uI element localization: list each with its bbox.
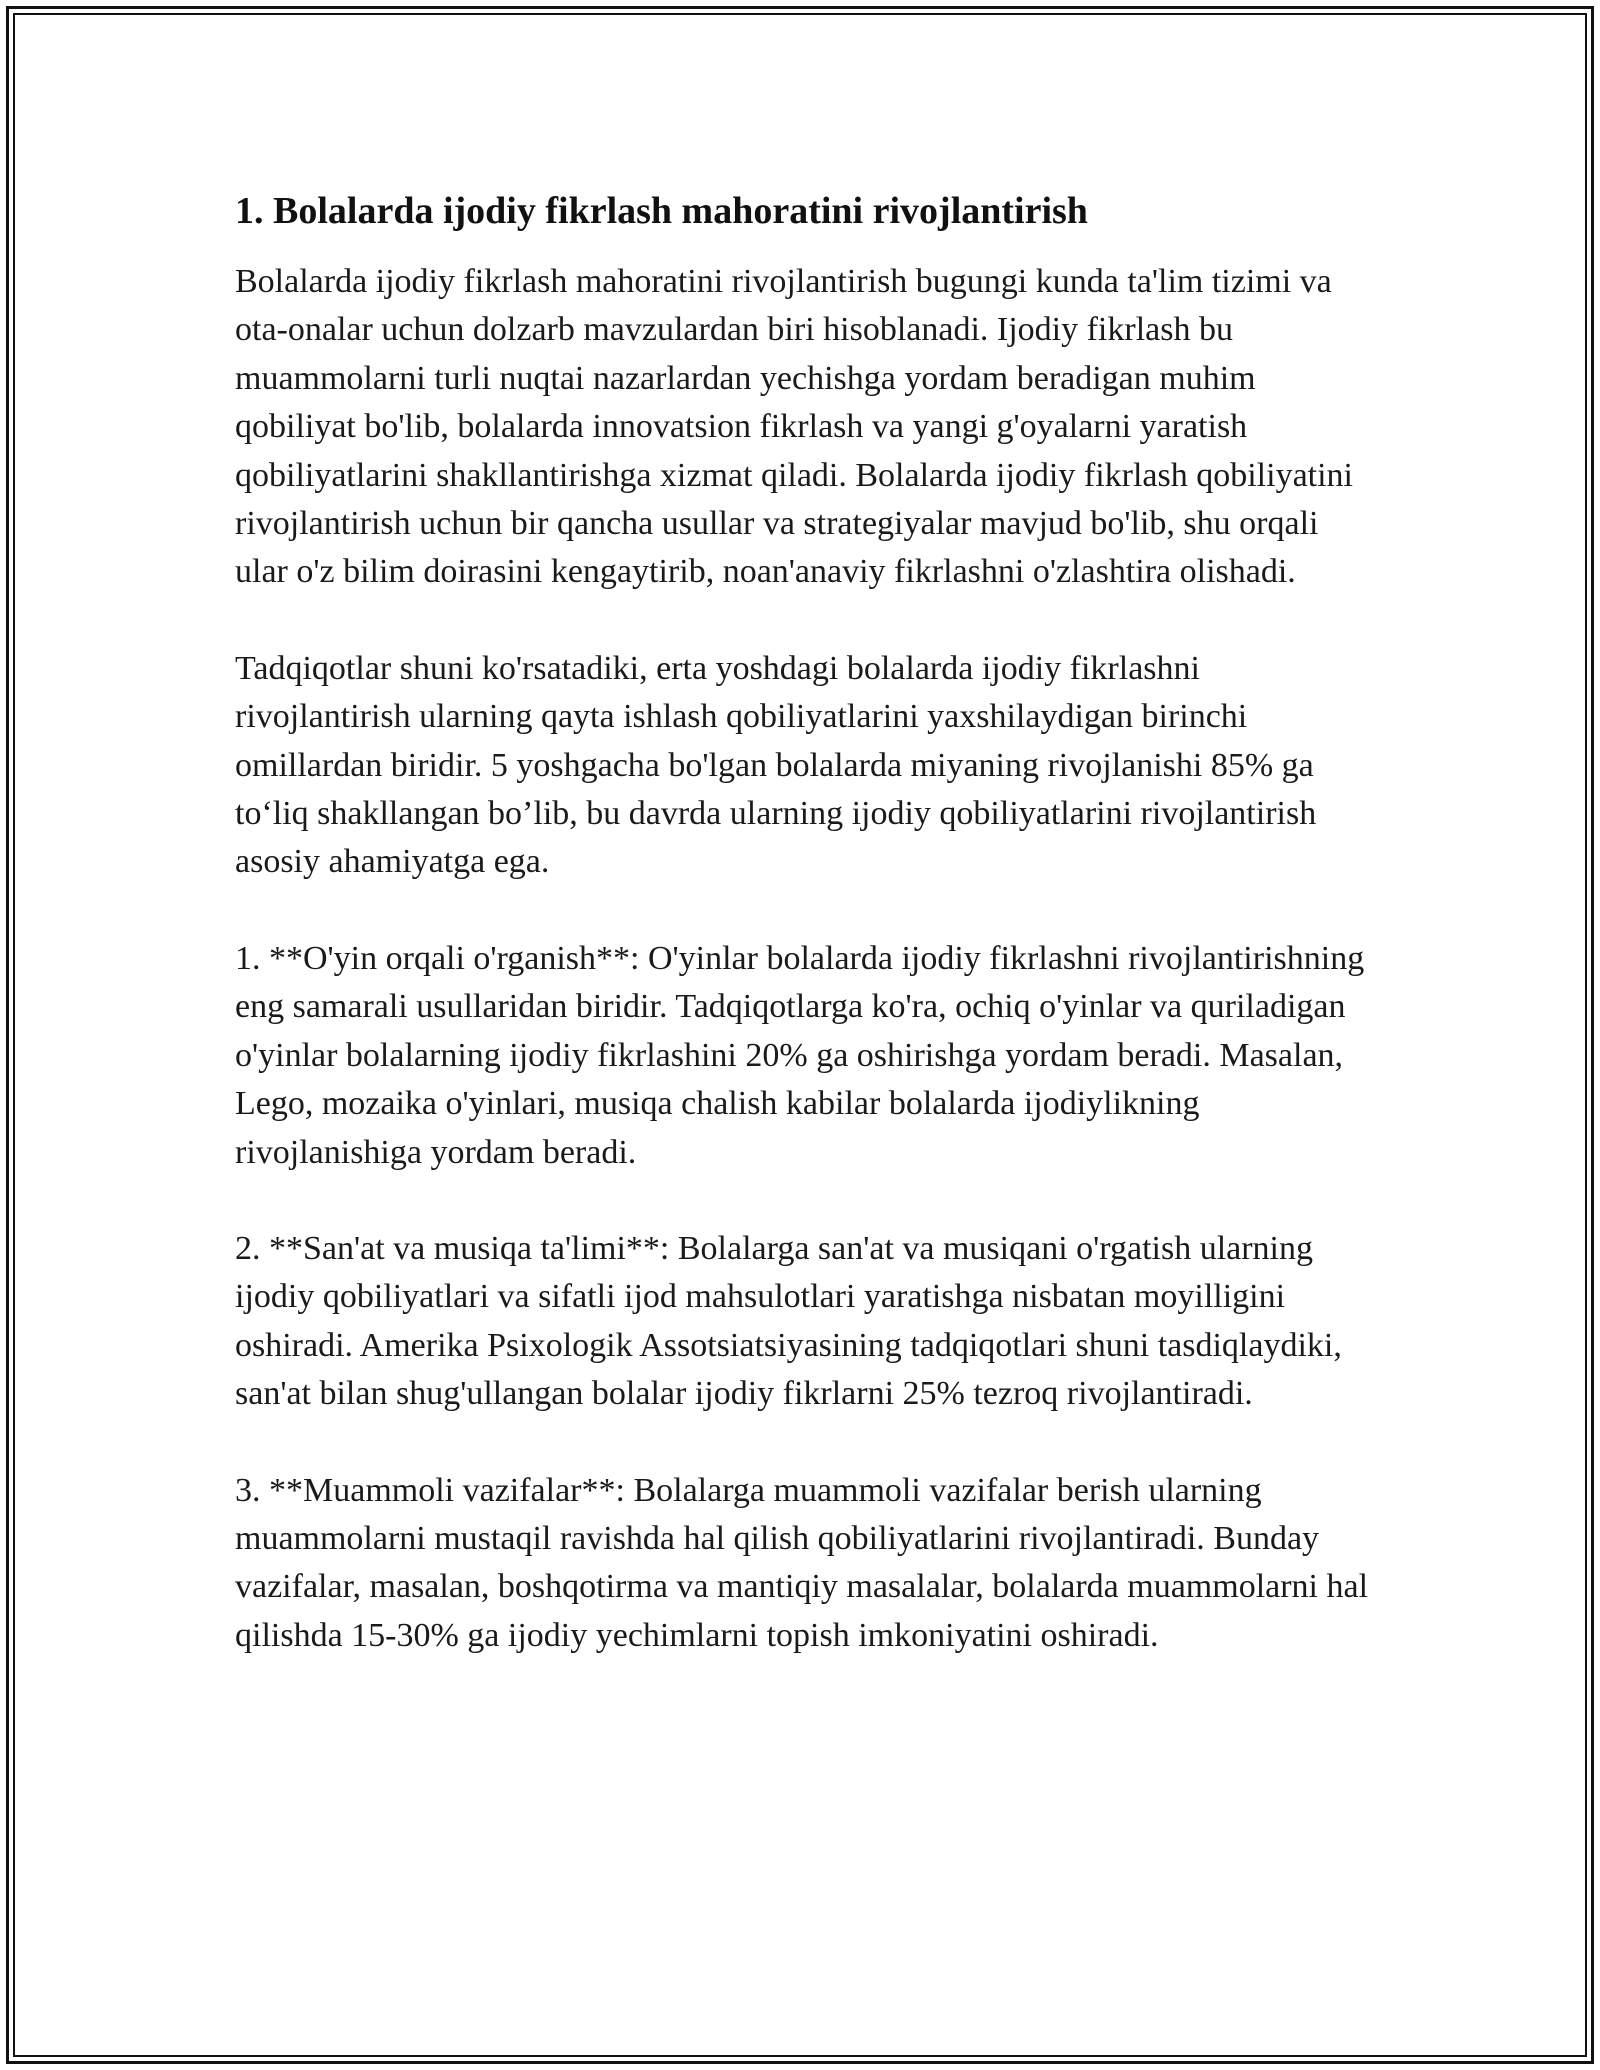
page-title: 1. Bolalarda ijodiy fikrlash mahoratini rivojlantirish [235,190,1088,232]
paragraph-research: Tadqiqotlar shuni ko'rsatadiki, erta yoshdagi bolalarda ijodiy fikrlashni rivojlantirish ularning qayta ishlash qobiliyatlarini yaxshilaydigan birinchi omillardan biridir. 5 yoshgacha bo'lgan bolalarda miyaning rivojlanishi 85% ga to‘liq shakllangan bo’lib, bu davrda ularning ijodiy qobiliyatlarini rivojlantirish asosiy ahamiyatga ega. [235,649,1317,881]
document-body [235,186,1375,1660]
paragraph-intro: Bolalarda ijodiy fikrlash mahoratini rivojlantirish bugungi kunda ta'lim tizimi va ota-onalar uchun dolzarb mavzulardan biri hisoblanadi. Ijodiy fikrlash bu muammolarni turli nuqtai nazarlardan yechishga yordam beradigan muhim qobiliyat bo'lib, bolalarda innovatsion fikrlash va yangi g'oyalarni yaratish qobiliyatlarini shakllantirishga xizmat qiladi. Bolalarda ijodiy fikrlash qobiliyatini rivojlantirish uchun bir qancha usullar va strategiyalar mavjud bo'lib, shu orqali ular o'z bilim doirasini kengaytirib, noan'anaviy fikrlashni o'zlashtira olishadi. [235,263,1353,591]
paragraph-problem-tasks: 3. **Muammoli vazifalar**: Bolalarga muammoli vazifalar berish ularning muammolarni mustaqil ravishda hal qilish qobiliyatlarini rivojlantiradi. Bunday vazifalar, masalan, boshqotirma va mantiqiy masalalar, bolalarda muammolarni hal qilishda 15-30% ga ijodiy yechimlarni topish imkoniyatini oshiradi. [235,1471,1369,1654]
paragraph-art-music: 2. **San'at va musiqa ta'limi**: Bolalarga san'at va musiqani o'rgatish ularning ijodiy qobiliyatlari va sifatli ijod mahsulotlari yaratishga nisbatan moyilligini oshiradi. Amerika Psixologik Assotsiatsiyasining tadqiqotlari shuni tasdiqlaydiki, san'at bilan shug'ullangan bolalar ijodiy fikrlarni 25% tezroq rivojlantiradi. [235,1229,1342,1413]
paragraph-play-learning: 1. **O'yin orqali o'rganish**: O'yinlar bolalarda ijodiy fikrlashni rivojlantirishning eng samarali usullaridan biridir. Tadqiqotlarga ko'ra, ochiq o'yinlar va quriladigan o'yinlar bolalarning ijodiy fikrlashini 20% ga oshirishga yordam beradi. Masalan, Lego, mozaika o'yinlari, musiqa chalish kabilar bolalarda ijodiylikning rivojlanishiga yordam beradi. [235,939,1365,1171]
